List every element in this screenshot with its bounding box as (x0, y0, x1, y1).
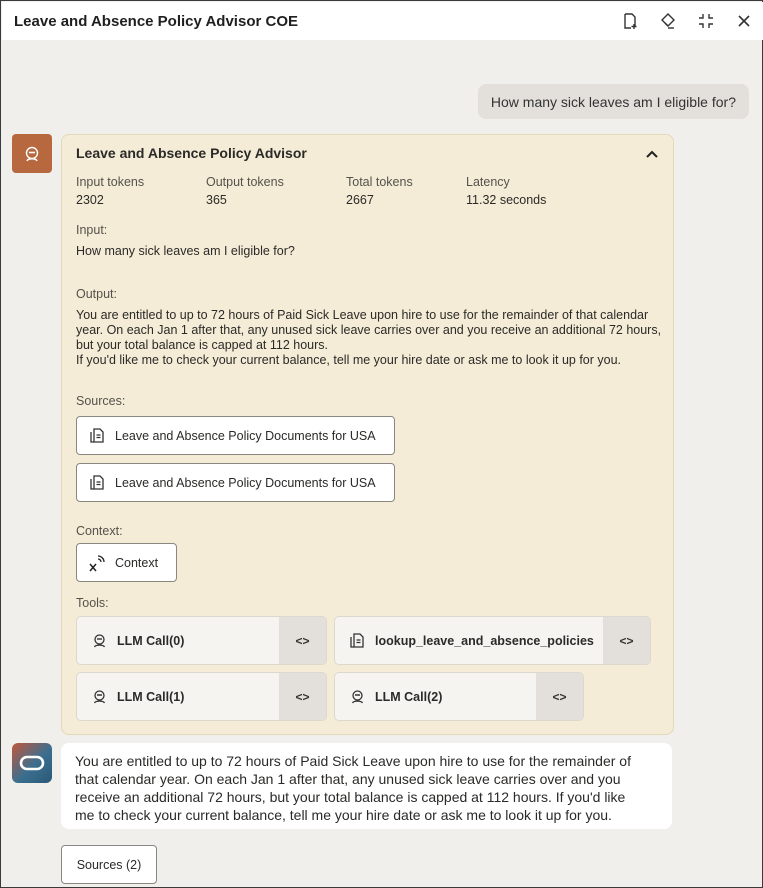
output-line: You are entitled to up to 72 hours of Paid Sick Leave upon hire to use for the remainder of that calendar (76, 308, 649, 322)
assistant-answer-bubble (61, 743, 672, 829)
agent-avatar (12, 134, 52, 173)
context-button[interactable] (76, 543, 177, 582)
metric-value: 2667 (346, 193, 374, 207)
metric-label: Total tokens (346, 175, 413, 189)
source-button[interactable] (76, 416, 395, 455)
tool-llm-call-1[interactable] (77, 673, 279, 720)
answer-line: You are entitled to up to 72 hours of Paid Sick Leave upon hire to use for the remainder of (75, 753, 631, 769)
source-button-label: Leave and Absence Policy Documents for USA (115, 428, 376, 443)
input-label: Input: (76, 223, 108, 237)
window-actions (611, 2, 763, 40)
context-label: Context: (76, 524, 123, 538)
new-file-icon[interactable] (611, 2, 649, 40)
code-icon[interactable]: <> (603, 617, 650, 664)
user-message-text: How many sick leaves am I eligible for? (490, 93, 736, 110)
context-button-label: Context (115, 555, 159, 570)
window-title: Leave and Absence Policy Advisor COE (14, 12, 298, 30)
chevron-up-icon[interactable] (641, 143, 663, 165)
output-line: year. On each Jan 1 after that, any unused sick leave carries over and you receive an additional 72 hours, (76, 323, 662, 337)
output-line: If you'd like me to check your current balance, tell me your hire date or ask me to look it up for you. (76, 353, 622, 367)
tool-card (76, 672, 327, 721)
panel-title: Leave and Absence Policy Advisor (76, 145, 307, 161)
code-icon[interactable]: <> (279, 617, 326, 664)
title-bar (2, 2, 763, 40)
tool-label: LLM Call(1) (117, 689, 185, 704)
robot-icon (91, 688, 108, 705)
code-icon[interactable]: <> (279, 673, 326, 720)
code-icon[interactable]: <> (536, 673, 583, 720)
document-icon (349, 632, 366, 649)
assistant-avatar (12, 743, 52, 783)
document-icon (89, 474, 106, 491)
output-text (76, 308, 661, 368)
tool-llm-call-0[interactable] (77, 617, 279, 664)
metric-label: Output tokens (206, 175, 284, 189)
tool-label: LLM Call(2) (375, 689, 443, 704)
tools-label: Tools: (76, 596, 109, 610)
source-button[interactable] (76, 463, 395, 502)
eraser-icon[interactable] (649, 2, 687, 40)
robot-icon (349, 688, 366, 705)
output-label: Output: (76, 287, 117, 301)
source-button-label: Leave and Absence Policy Documents for USA (115, 475, 376, 490)
tool-llm-call-2[interactable] (335, 673, 536, 720)
robot-icon (22, 144, 42, 164)
answer-line: receive an additional 72 hours, but your total balance is capped at 112 hours. If you'd like (75, 789, 626, 805)
agent-trace-panel (61, 134, 674, 735)
metric-value: 365 (206, 193, 227, 207)
tool-card (76, 616, 327, 665)
tool-label: lookup_leave_and_absence_policies (375, 633, 594, 648)
close-icon[interactable] (725, 2, 763, 40)
context-icon (87, 553, 107, 573)
output-line: but your total balance is capped at 112 hours. (76, 338, 329, 352)
user-message-bubble (478, 84, 749, 119)
tool-label: LLM Call(0) (117, 633, 185, 648)
robot-icon (91, 632, 108, 649)
sources-button[interactable]: Sources (2) (61, 845, 157, 884)
input-text: How many sick leaves am I eligible for? (76, 244, 295, 258)
metric-value: 2302 (76, 193, 104, 207)
tool-lookup-policies[interactable] (335, 617, 603, 664)
metric-label: Input tokens (76, 175, 145, 189)
sources-label: Sources: (76, 394, 126, 408)
metric-value: 11.32 seconds (466, 193, 547, 207)
collapse-icon[interactable] (687, 2, 725, 40)
metric-label: Latency (466, 175, 510, 189)
oracle-logo-icon (19, 755, 45, 771)
tool-card (334, 616, 651, 665)
answer-line: me to check your current balance, tell me your hire date or ask me to look it up for you. (75, 807, 612, 823)
answer-line: that calendar year. On each Jan 1 after that, any unused sick leave carries over and you (75, 771, 621, 787)
tool-card (334, 672, 584, 721)
document-icon (89, 427, 106, 444)
